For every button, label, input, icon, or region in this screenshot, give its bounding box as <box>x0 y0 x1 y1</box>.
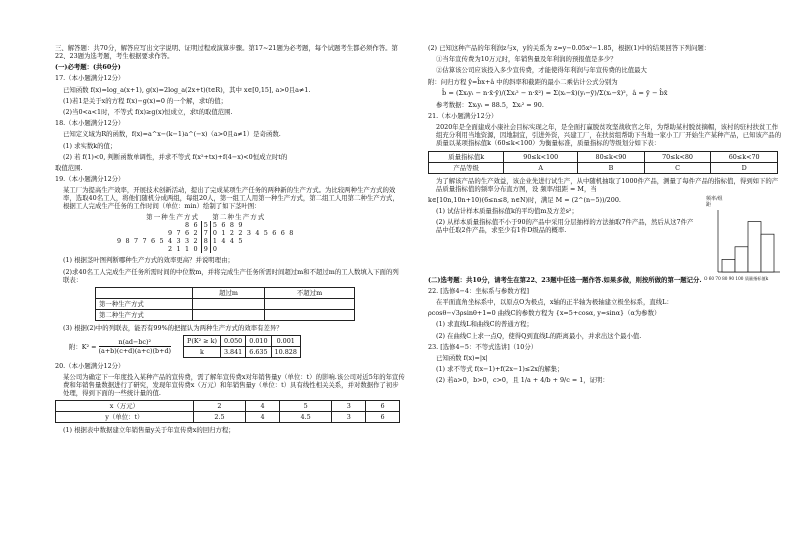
k-table-cell: P(K² ≥ k) <box>184 336 221 347</box>
contingency-row-label: 第二种生产方式 <box>96 309 193 320</box>
q17-part2: (2)当0<a<1时，不等式 f(x)≥g(x)恒成立，求t的取值范围. <box>63 107 233 116</box>
xy-data-table <box>55 400 400 423</box>
q18-head: 18.（本小题满分12分） <box>55 119 125 128</box>
grade-cell: 80≤k<90 <box>578 151 645 162</box>
least-squares-formula: b̂ = (Σxᵢyᵢ − n·x̄·ȳ)/(Σxᵢ² − n·x̄²) = Σ(xᵢ−x̄)(yᵢ−ȳ)/Σ(xᵢ−x̄)²，â = ȳ − b̂x̄ <box>442 88 668 97</box>
contingency-table <box>95 287 355 321</box>
q20-part2: (2) 已知这种产品的年利润z与x，y的关系为 z=y−0.05x²−1.85，根据(1)中的结果回答下列问题： <box>428 44 711 52</box>
histogram-xlabel: O 60 70 80 90 100 质量指标值k <box>704 275 769 281</box>
q19-head: 19.（本小题满分12分） <box>55 175 125 184</box>
q17-stem: 已知函数 f(x)=log_a(x+1), g(x)=2log_a(2x+t)(t∈R)，其中 x∈[0,15], a>0且a≠1. <box>63 85 311 94</box>
xy-cell: 3 <box>332 401 366 412</box>
grade-cell: 60≤k<70 <box>711 151 778 162</box>
q19-part1: (1) 根据茎叶图判断哪种生产方式的效率更高？并说明理由； <box>63 256 234 265</box>
right-column <box>428 44 783 388</box>
stemleaf-header-right: 第二种生产方式 <box>212 213 266 222</box>
q23-head: 23. [选修4−5：不等式选讲]（10分） <box>428 342 538 351</box>
stemleaf-row <box>115 245 297 253</box>
grade-table <box>428 151 778 174</box>
xy-cell: x（万元） <box>56 401 194 412</box>
contingency-cell[interactable] <box>265 309 355 320</box>
stemleaf-stem: 5 <box>201 221 210 229</box>
k2-numerator: n(ad−bc)² <box>99 338 172 347</box>
contingency-header-blank <box>96 287 193 298</box>
table-row <box>56 412 400 423</box>
contingency-cell[interactable] <box>193 298 265 309</box>
grade-cell: 产品等级 <box>429 162 504 173</box>
stemleaf-left-leaves: 9 8 7 7 6 5 4 3 3 2 <box>117 237 199 246</box>
q21-stem: 2020年是全面建成小康社会目标实现之年，是全面打赢脱贫攻坚战收官之年，为帮助某村脱贫摘帽，该村的驻村扶贫工作组充分利用当地资源，因地制宜，引进外资，兴建工厂，在扶贫组帮助下当地一家小工厂开始生产某种产品，已知该产品的质量以某项指标值k（60≤k<100）为衡量标准，质量指标的等级划分如下表： <box>436 123 782 148</box>
left-column <box>55 44 405 438</box>
q18-part1: (1) 求实数k的值； <box>63 141 117 150</box>
q21-intro: 为了解该产品的生产效益，该企业先进行试生产，从中随机抽取了1000件产品，测量了每件产品的指标值，得到如下的产品质量指标值的频率分布直方图，设 频率/组距 = M，当 <box>436 176 779 193</box>
grade-cell: 90≤k<100 <box>504 151 578 162</box>
stem-leaf-plot <box>115 213 297 253</box>
grade-cell: B <box>578 162 645 173</box>
q23-part2: (2) 若a>0，b>0，c>0，且 1/a + 4/b + 9/c = 1，证明： <box>436 376 609 385</box>
q20-part2-i: ①当年宣传费为10万元时，年销售量及年利润的预报值是多少？ <box>436 55 617 64</box>
k2-formula-prefix: 附：K² = <box>69 342 97 351</box>
q22-part1: (1) 求直线L和曲线C的普通方程； <box>436 320 533 329</box>
q20-part2-ii: ②估算该公司应该投入多少宣传费，才能使得年利润与年宣传费的比值最大 <box>436 66 647 75</box>
k-table-cell: 0.050 <box>220 336 245 347</box>
k-table-cell: 0.010 <box>246 336 271 347</box>
xy-cell: y（单位：t） <box>56 412 194 423</box>
q19-part3: (3) 根据(2)中的列联表，能否有99%的把握认为两种生产方式的效率有差异？ <box>63 323 283 332</box>
stemleaf-right-leaves: 0 <box>212 245 219 254</box>
stemleaf-row <box>115 221 297 229</box>
histogram-ylabel: 频率/组距 <box>706 195 723 208</box>
k-table-cell: 3.841 <box>220 347 245 358</box>
k2-denominator: (a+b)(c+d)(a+c)(b+d) <box>98 347 172 355</box>
grade-cell: 70≤k<80 <box>644 151 711 162</box>
xy-cell: 4 <box>246 412 280 423</box>
q22-stem: 在平面直角坐标系中，以原点O为极点，x轴的正半轴为极轴建立极坐标系，直线L： <box>436 298 673 307</box>
xy-cell: 2.5 <box>193 412 245 423</box>
contingency-cell[interactable] <box>193 309 265 320</box>
k-critical-table <box>183 335 301 358</box>
grade-cell: C <box>644 162 711 173</box>
table-row <box>429 162 778 173</box>
stemleaf-right-leaves: 0 1 2 2 3 4 5 6 6 8 <box>212 229 295 238</box>
grade-cell: 质量指标值k <box>429 151 504 162</box>
q20-head: 20.（本小题满分12分） <box>55 362 125 370</box>
q21-head: 21.（本小题满分12分） <box>428 112 498 121</box>
grade-cell: A <box>504 162 578 173</box>
q20-part1: (1) 根据表中数据建立年销售量y关于年宣传费x的回归方程； <box>63 426 235 435</box>
stemleaf-row <box>115 229 297 237</box>
q22-part2: (2) 在曲线C上求一点Q，使得Q到直线L的距离最小，并求出这个最小值. <box>436 331 642 340</box>
stemleaf-left-leaves: 2 1 1 0 <box>167 245 199 254</box>
section-optional-title: (二)选考题：共10分，请考生在第22、23题中任选一题作答.如果多做，则按所做的第一题记分. <box>428 275 702 284</box>
q22-head: 22. [选修4−4：坐标系与参数方程] <box>428 286 529 295</box>
stemleaf-header-left: 第一种生产方式 <box>146 213 200 222</box>
stemleaf-left-leaves: 8 6 <box>184 221 199 230</box>
q17-part1: (1)若1是关于x的方程 f(x)−g(x)=0 的一个解，求t的值； <box>63 96 228 105</box>
q21-part2: (2) 从样本质量指标值不小于90的产品中采用分层抽样的方法抽取7件产品，然后从这7件产品中任取2件产品，求至少有1件D级品的概率. <box>436 218 694 235</box>
xy-cell: 5 <box>279 401 331 412</box>
q20-reference: 附：问归方程 ŷ=b̂x+â 中的斜率和截距的最小二乘估计公式分别为 <box>428 77 618 86</box>
stemleaf-stem: 9 <box>201 245 210 253</box>
q21-part1: (1) 试估计样本质量指标值k的平均值m及方差s²； <box>436 206 578 215</box>
stemleaf-left-leaves: 9 7 6 2 <box>167 229 199 238</box>
k2-fraction <box>99 338 172 355</box>
q19-part2: (2)求40名工人完成生产任务所需时间的中位数m，并将完成生产任务所需时间超过m和不超过m的工人数填入下面的列联表： <box>63 267 399 284</box>
histogram-chart <box>704 195 782 281</box>
k-table-cell: k <box>184 347 221 358</box>
histogram-bar <box>748 221 761 271</box>
stemleaf-right-leaves: 1 4 4 5 <box>212 237 244 246</box>
k2-formula-block <box>69 335 405 358</box>
table-row <box>96 298 355 309</box>
contingency-cell[interactable] <box>265 298 355 309</box>
xy-cell: 4 <box>246 401 280 412</box>
q18-part2-cont: 取值范围. <box>55 163 83 172</box>
xy-cell: 4.5 <box>279 412 331 423</box>
contingency-header-over: 超过m <box>193 287 265 298</box>
q20-reference-data: 参考数据：Σxᵢyᵢ = 88.5，Σxᵢ² = 90. <box>436 100 544 109</box>
table-row <box>56 401 400 412</box>
histogram-bar <box>735 247 748 272</box>
grade-cell: D <box>711 162 778 173</box>
k-table-cell: 6.635 <box>246 347 271 358</box>
k-table-cell: 0.001 <box>271 336 300 347</box>
xy-cell: 6 <box>366 401 400 412</box>
q18-stem: 已知定义域为R的函数，f(x)=a^x−(k−1)a^(−x)（a>0且a≠1）是奇函数. <box>63 130 281 139</box>
k-table-cell: 10.828 <box>271 347 300 358</box>
q23-part1: (1) 求不等式 f(x−1)+f(2x−1)≤2x的解集； <box>436 365 564 374</box>
contingency-header-notover: 不超过m <box>265 287 355 298</box>
table-row <box>96 309 355 320</box>
stemleaf-stem: 8 <box>201 237 210 245</box>
stemleaf-right-leaves: 5 6 8 9 <box>212 221 244 230</box>
section-required-title: (一)必考题：(共60分) <box>55 63 121 72</box>
q20-stem: 某公司为确定下一年度投入某种产品的宣传费，需了解年宣传费x对年销售量y（单位：t）的影响.该公司对近5年的年宣传费和年销售量数据进行了研究，发现年宣传费x（万元）和年销售量y（单位：t）具有线性相关关系，并对数据作了初步处理，得到下面的一些统计量的值. <box>63 373 405 398</box>
q18-part2: (2) 若 f(1)<0, 判断函数单调性，并求不等式 f(x²+tx)+f(4−x)<0恒成立时t的 <box>63 152 288 161</box>
contingency-row-label: 第一种生产方式 <box>96 298 193 309</box>
xy-cell: 6 <box>366 412 400 423</box>
histogram-bar <box>722 259 735 272</box>
histogram-bar <box>761 234 774 272</box>
q22-stem-cont: ρcosθ−√3ρsinθ+1=0 曲线C的参数方程为 {x=5+cosα, y=sinα}（α为参数） <box>428 309 661 318</box>
q17-head: 17.（本小题满分12分） <box>55 74 125 83</box>
intro-text: 三、解答题：共70分，解答应写出文字说明、证明过程或演算步骤。第17~21题为必考题，每个试题考生都必须作答。第22、23题为选考题，考生根据要求作答。 <box>55 44 398 60</box>
q19-stem: 某工厂为提高生产效率，开展技术创新活动，提出了完成某项生产任务的两种新的生产方式。为比较两种生产方式的效率，选取40名工人，将他们随机分成两组，每组20人，第一组工人用第一种生产方式，第二组工人用第二种生产方式，根据工人完成生产任务的工作时间（单位：min）绘制了如下茎叶图： <box>63 186 399 211</box>
stemleaf-stem: 7 <box>201 229 210 237</box>
xy-cell: 3 <box>332 412 366 423</box>
table-row <box>429 151 778 162</box>
q21-intro-cont: k∈[10n,10n+10)(6≤n≤8, n∈N)时，满足 M = (2^(n−5))/200. <box>428 195 621 204</box>
xy-cell: 2 <box>193 401 245 412</box>
q23-stem: 已知函数 f(x)=|x| <box>436 354 488 363</box>
stemleaf-row <box>115 237 297 245</box>
histogram-svg <box>704 206 782 278</box>
